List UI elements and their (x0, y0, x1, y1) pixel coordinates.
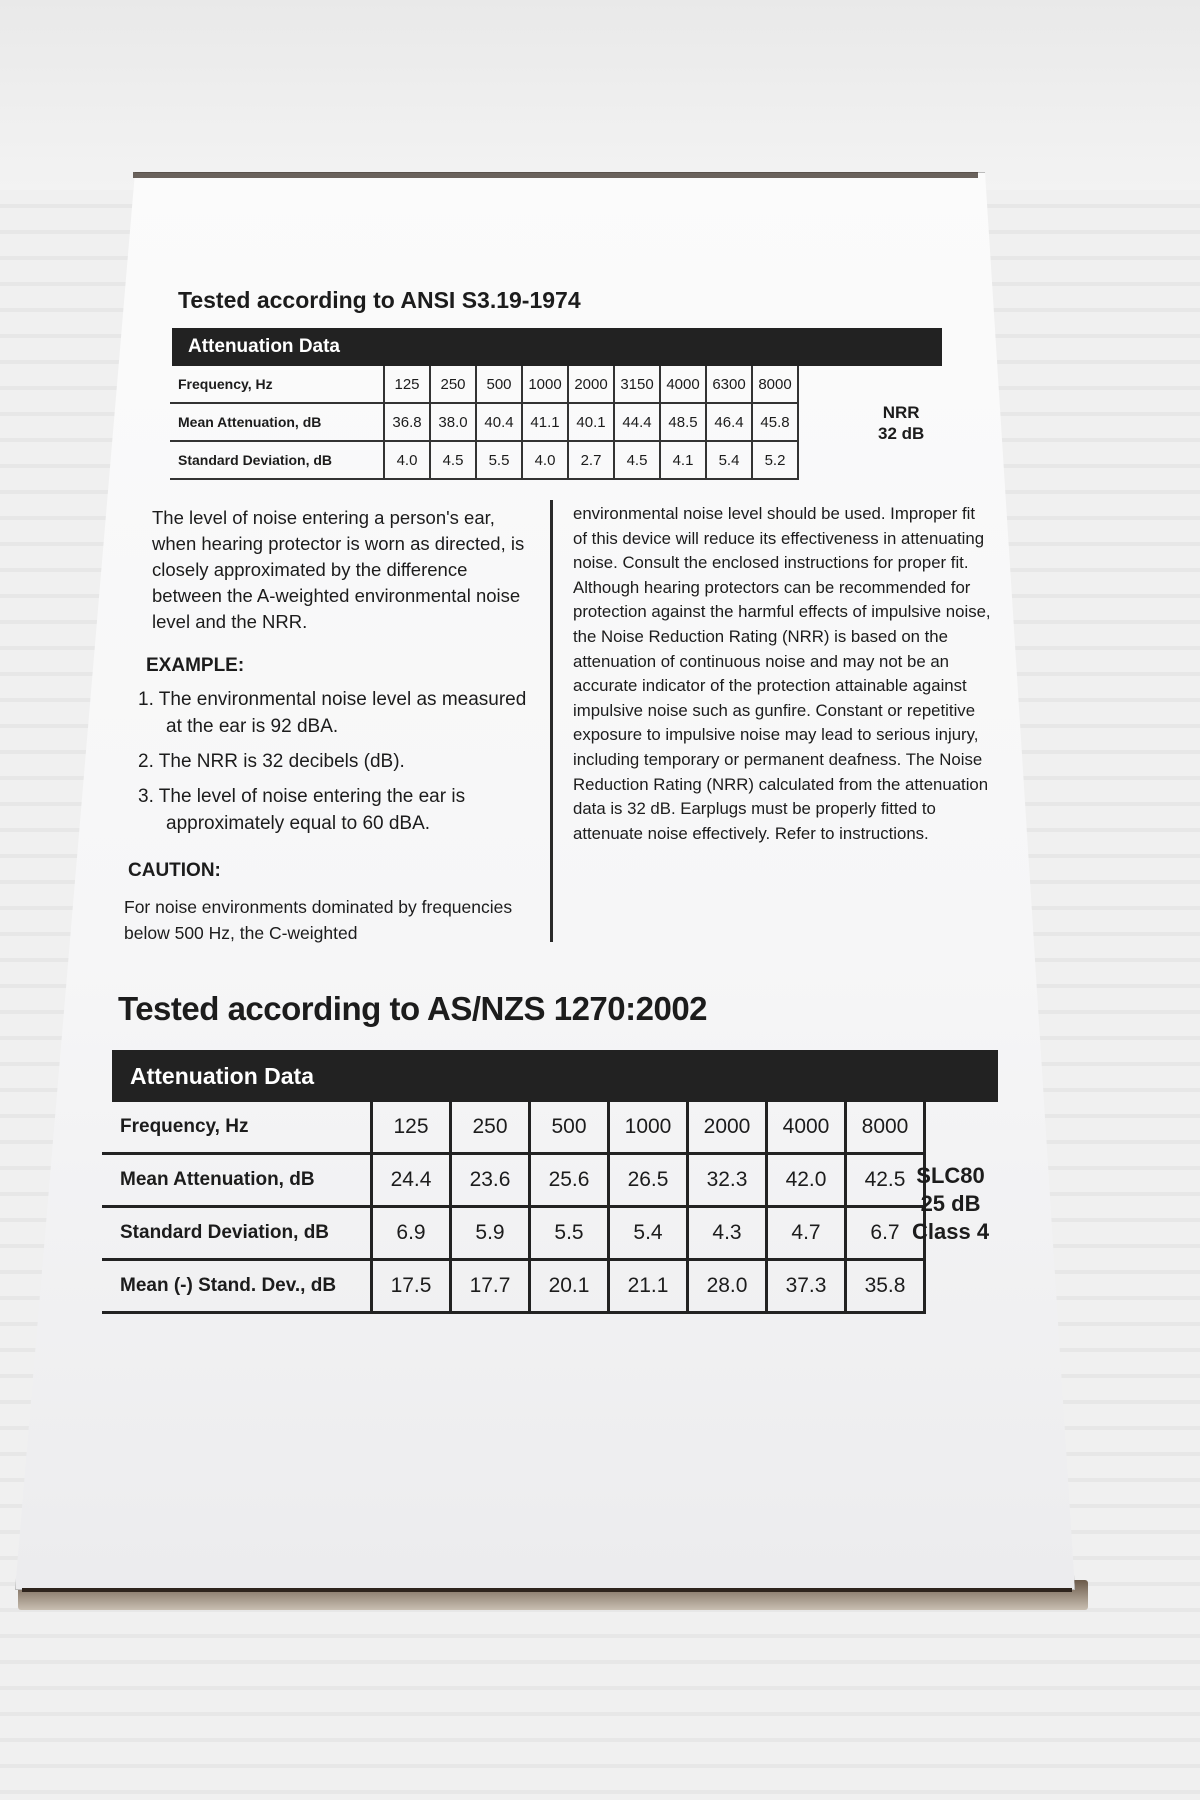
table-row (102, 1260, 925, 1313)
table-cell: 4.5 (614, 441, 660, 479)
asnzs-title: Tested according to AS/NZS 1270:2002 (118, 990, 708, 1027)
table-cell: 17.7 (451, 1260, 530, 1313)
example-heading: EXAMPLE: (146, 655, 245, 676)
caution-heading: CAUTION: (128, 860, 221, 881)
table-cell: 4.1 (660, 441, 706, 479)
row-label: Standard Deviation, dB (170, 441, 384, 479)
table-cell: 48.5 (660, 403, 706, 441)
slc-rating (912, 1162, 989, 1246)
table-cell: 42.0 (767, 1154, 846, 1207)
caution-paragraph: For noise environments dominated by frequencies below 500 Hz, the C-weighted (124, 897, 513, 943)
column-divider (550, 500, 553, 942)
table-cell: 40.1 (568, 403, 614, 441)
table-cell: 5.4 (609, 1207, 688, 1260)
list-item: 3. The level of noise entering the ear is approximately equal to 60 dBA. (138, 786, 466, 834)
table-cell: 42.5 (846, 1154, 925, 1207)
table-cell: 4000 (767, 1102, 846, 1154)
table-row (170, 441, 798, 479)
nrr-value: 32 dB (878, 424, 925, 443)
table-cell: 8000 (752, 366, 798, 403)
table-cell: 125 (384, 366, 430, 403)
ansi-header-bar: Attenuation Data (172, 328, 942, 366)
table-row (170, 403, 798, 441)
table-cell: 3150 (614, 366, 660, 403)
table-cell: 38.0 (430, 403, 476, 441)
row-label: Mean Attenuation, dB (102, 1154, 372, 1207)
table-cell: 45.8 (752, 403, 798, 441)
slc-label: SLC80 (916, 1163, 985, 1188)
table-row (102, 1154, 925, 1207)
example-list (138, 686, 538, 845)
table-cell: 37.3 (767, 1260, 846, 1313)
table-cell: 44.4 (614, 403, 660, 441)
table-row (102, 1102, 925, 1154)
table-cell: 5.9 (451, 1207, 530, 1260)
table-cell: 2000 (568, 366, 614, 403)
table-cell: 4.3 (688, 1207, 767, 1260)
table-cell: 5.4 (706, 441, 752, 479)
nrr-label: NRR (882, 403, 920, 422)
asnzs-attenuation-table (102, 1102, 926, 1314)
row-label: Frequency, Hz (102, 1102, 372, 1154)
table-cell: 20.1 (530, 1260, 609, 1313)
list-item: 2. The NRR is 32 decibels (dB). (138, 751, 405, 772)
slc-class: Class 4 (912, 1219, 990, 1244)
asnzs-header-bar: Attenuation Data (112, 1050, 998, 1102)
warning-paragraph: environmental noise level should be used. Improper fit of this device will reduce its effectiveness in attenuating noise. Consult the enclosed instructions for proper fit. Although hearing protectors can be recommended for protection against the harmful effects of impulsive noise, the Noise Reduction Rating (NRR) is based on the attenuation of continuous noise and may not be an accurate indicator of the protection attainable against impulsive noise such as gunfire. Constant or repetitive exposure to impulsive noise may lead to serious injury, including temporary or permanent deafness. The Noise Reduction Rating (NRR) calculated from the attenuation data is 32 dB. Earplugs must be properly fitted to attenuate noise effectively. Refer to instructions. (573, 504, 991, 843)
box-bottom-edge (22, 1588, 1072, 1592)
row-label: Standard Deviation, dB (102, 1207, 372, 1260)
row-label: Mean (-) Stand. Dev., dB (102, 1260, 372, 1313)
table-cell: 2.7 (568, 441, 614, 479)
table-cell: 4.5 (430, 441, 476, 479)
table-cell: 5.2 (752, 441, 798, 479)
table-cell: 500 (476, 366, 522, 403)
ansi-attenuation-table (170, 366, 799, 480)
row-label: Mean Attenuation, dB (170, 403, 384, 441)
nrr-rating (878, 402, 924, 444)
table-cell: 1000 (522, 366, 568, 403)
table-cell: 40.4 (476, 403, 522, 441)
table-cell: 125 (372, 1102, 451, 1154)
table-cell: 17.5 (372, 1260, 451, 1313)
table-cell: 4000 (660, 366, 706, 403)
table-cell: 35.8 (846, 1260, 925, 1313)
table-cell: 6300 (706, 366, 752, 403)
table-cell: 28.0 (688, 1260, 767, 1313)
table-cell: 4.7 (767, 1207, 846, 1260)
table-cell: 250 (430, 366, 476, 403)
table-cell: 36.8 (384, 403, 430, 441)
table-cell: 32.3 (688, 1154, 767, 1207)
table-cell: 8000 (846, 1102, 925, 1154)
table-cell: 2000 (688, 1102, 767, 1154)
table-cell: 5.5 (530, 1207, 609, 1260)
table-cell: 5.5 (476, 441, 522, 479)
table-cell: 24.4 (372, 1154, 451, 1207)
table-cell: 23.6 (451, 1154, 530, 1207)
background-wall (0, 0, 1200, 190)
table-cell: 46.4 (706, 403, 752, 441)
table-cell: 6.7 (846, 1207, 925, 1260)
table-cell: 1000 (609, 1102, 688, 1154)
table-cell: 21.1 (609, 1260, 688, 1313)
table-cell: 6.9 (372, 1207, 451, 1260)
table-cell: 4.0 (384, 441, 430, 479)
table-cell: 250 (451, 1102, 530, 1154)
table-cell: 500 (530, 1102, 609, 1154)
table-row (170, 366, 798, 403)
row-label: Frequency, Hz (170, 366, 384, 403)
table-cell: 26.5 (609, 1154, 688, 1207)
list-item: 1. The environmental noise level as measured at the ear is 92 dBA. (138, 689, 527, 737)
table-cell: 41.1 (522, 403, 568, 441)
ansi-title: Tested according to ANSI S3.19-1974 (178, 287, 581, 313)
table-row (102, 1207, 925, 1260)
slc-value: 25 dB (920, 1191, 981, 1216)
table-cell: 25.6 (530, 1154, 609, 1207)
intro-paragraph: The level of noise entering a person's ear, when hearing protector is worn as directed, is closely approximated by the difference between the A-weighted environmental noise level and the NRR. (152, 507, 525, 632)
box-top-edge (133, 172, 978, 178)
table-cell: 4.0 (522, 441, 568, 479)
